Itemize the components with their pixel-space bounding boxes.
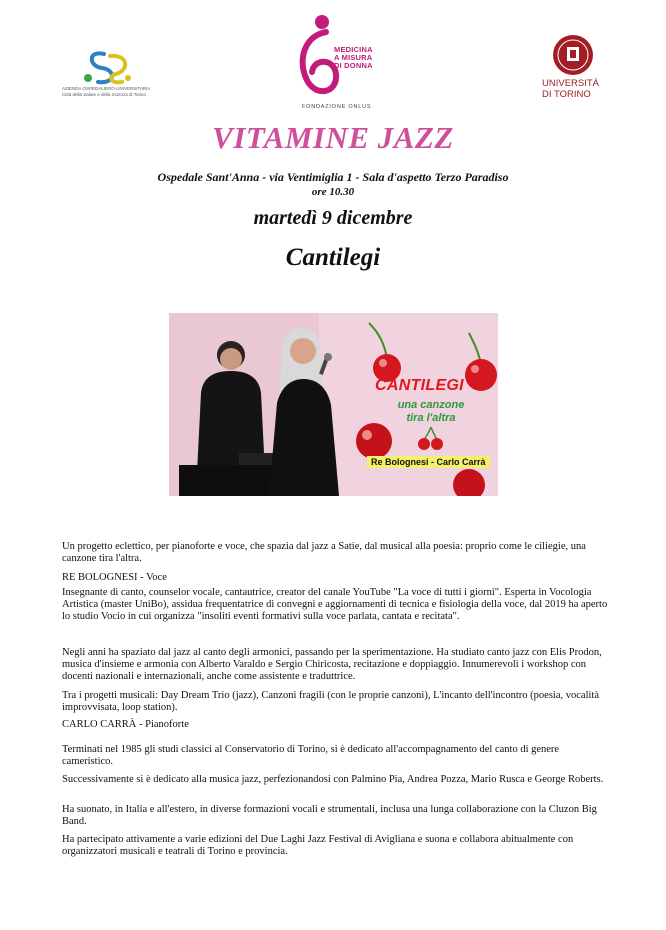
carlo-carra-bio-4: Ha partecipato attivamente a varie edizioni del Due Laghi Jazz Festival di Avigliana e suona e collabora abitualmente con organizzatori musicali e teatrali di Torino e provincia. bbox=[62, 834, 574, 857]
poster-names: Re Bolognesi - Carlo Carrà bbox=[367, 456, 490, 468]
carlo-carra-heading-name: CARLO CARRÀ bbox=[62, 719, 137, 730]
date-line: martedì 9 dicembre bbox=[253, 207, 413, 229]
poster-subtitle-line2: tira l'altra bbox=[406, 412, 456, 424]
carlo-carra-heading bbox=[62, 719, 608, 731]
unito-line2: DI TORINO bbox=[542, 89, 591, 100]
fondazione-line2: A MISURA bbox=[334, 53, 373, 62]
hospital-logo-line1: AZIENDA OSPEDALIERO-UNIVERSITARIA bbox=[62, 86, 151, 91]
fondazione-line1: MEDICINA bbox=[334, 45, 373, 54]
time-line: ore 10.30 bbox=[311, 186, 355, 198]
carlo-carra-bio-1: Terminati nel 1985 gli studi classici al Conservatorio di Torino, si è dedicato all'accompagnamento del canto di genere cameristico. bbox=[62, 744, 560, 767]
event-name: Cantilegi bbox=[285, 244, 381, 271]
carlo-carra-bio-3: Ha suonato, in Italia e all'estero, in diverse formazioni vocali e strumentali, inclusa una lunga collaborazione con la Cluzon Big Band. bbox=[62, 804, 597, 827]
intro-paragraph: Un progetto eclettico, per pianoforte e voce, che spazia dal jazz a Satie, dal musical alla poesia: proprio come le ciliegie, una canzone tira l'altra. bbox=[62, 541, 586, 564]
poster-title: CANTILEGI bbox=[375, 377, 464, 394]
re-bolognesi-bio-1: Insegnante di canto, counselor vocale, cantautrice, creator del canale YouTube "La voce di tutti i giorni". Esperta in Vocologia Artistica (master UniBo), assidua frequentatrice di convegni e aggiornamenti di tecnica e fisiologia della voce, dal 2019 ha aperto lo studio Vocio in cui organizza "insoliti eventi formativi sulla voce parlata, cantata e recitata". bbox=[62, 587, 608, 622]
unito-seal-icon bbox=[552, 34, 594, 76]
unito-line1: UNIVERSITÀ bbox=[542, 78, 600, 89]
cherries-icon bbox=[417, 425, 445, 451]
fondazione-logo bbox=[296, 10, 382, 114]
unito-logo bbox=[540, 34, 606, 100]
venue-line: Ospedale Sant'Anna - via Ventimiglia 1 - Sala d'aspetto Terzo Paradiso bbox=[157, 170, 509, 184]
carlo-carra-heading-role: - Pianoforte bbox=[136, 719, 189, 730]
hospital-logo-line2: Città della Salute e della Scienza di Torino bbox=[62, 92, 146, 97]
hospital-emblem-icon bbox=[58, 48, 154, 88]
re-bolognesi-heading: RE BOLOGNESI - Voce bbox=[62, 572, 167, 583]
fondazione-line3: DI DONNA bbox=[334, 61, 373, 70]
poster-subtitle-line1: una canzone bbox=[397, 399, 465, 411]
hospital-logo bbox=[58, 48, 154, 100]
re-bolognesi-bio-3: Tra i progetti musicali: Day Dream Trio (jazz), Canzoni fragili (con le proprie canzoni), L'incanto dell'incontro (poesia, vocalità improvvisata, loop station). bbox=[62, 690, 599, 713]
re-bolognesi-bio-2: Negli anni ha spaziato dal jazz al canto degli armonici, passando per la sperimentazione. Ha studiato canto jazz con Elis Prodon, musica d'insieme e armonia con Alberto Varaldo e Sergio Chiricosta, recitazione e doppiaggio. Innumerevoli i workshop con docenti nazionali e internazionali, anche come assistente e traduttrice. bbox=[62, 647, 602, 682]
event-poster-image bbox=[169, 313, 498, 496]
carlo-carra-bio-2: Successivamente si è dedicato alla musica jazz, perfezionandosi con Palmino Pia, Andrea Pozza, Mario Rusca e George Roberts. bbox=[62, 774, 604, 785]
fondazione-line4: FONDAZIONE ONLUS bbox=[302, 104, 372, 110]
event-series-title: VITAMINE JAZZ bbox=[212, 120, 454, 155]
